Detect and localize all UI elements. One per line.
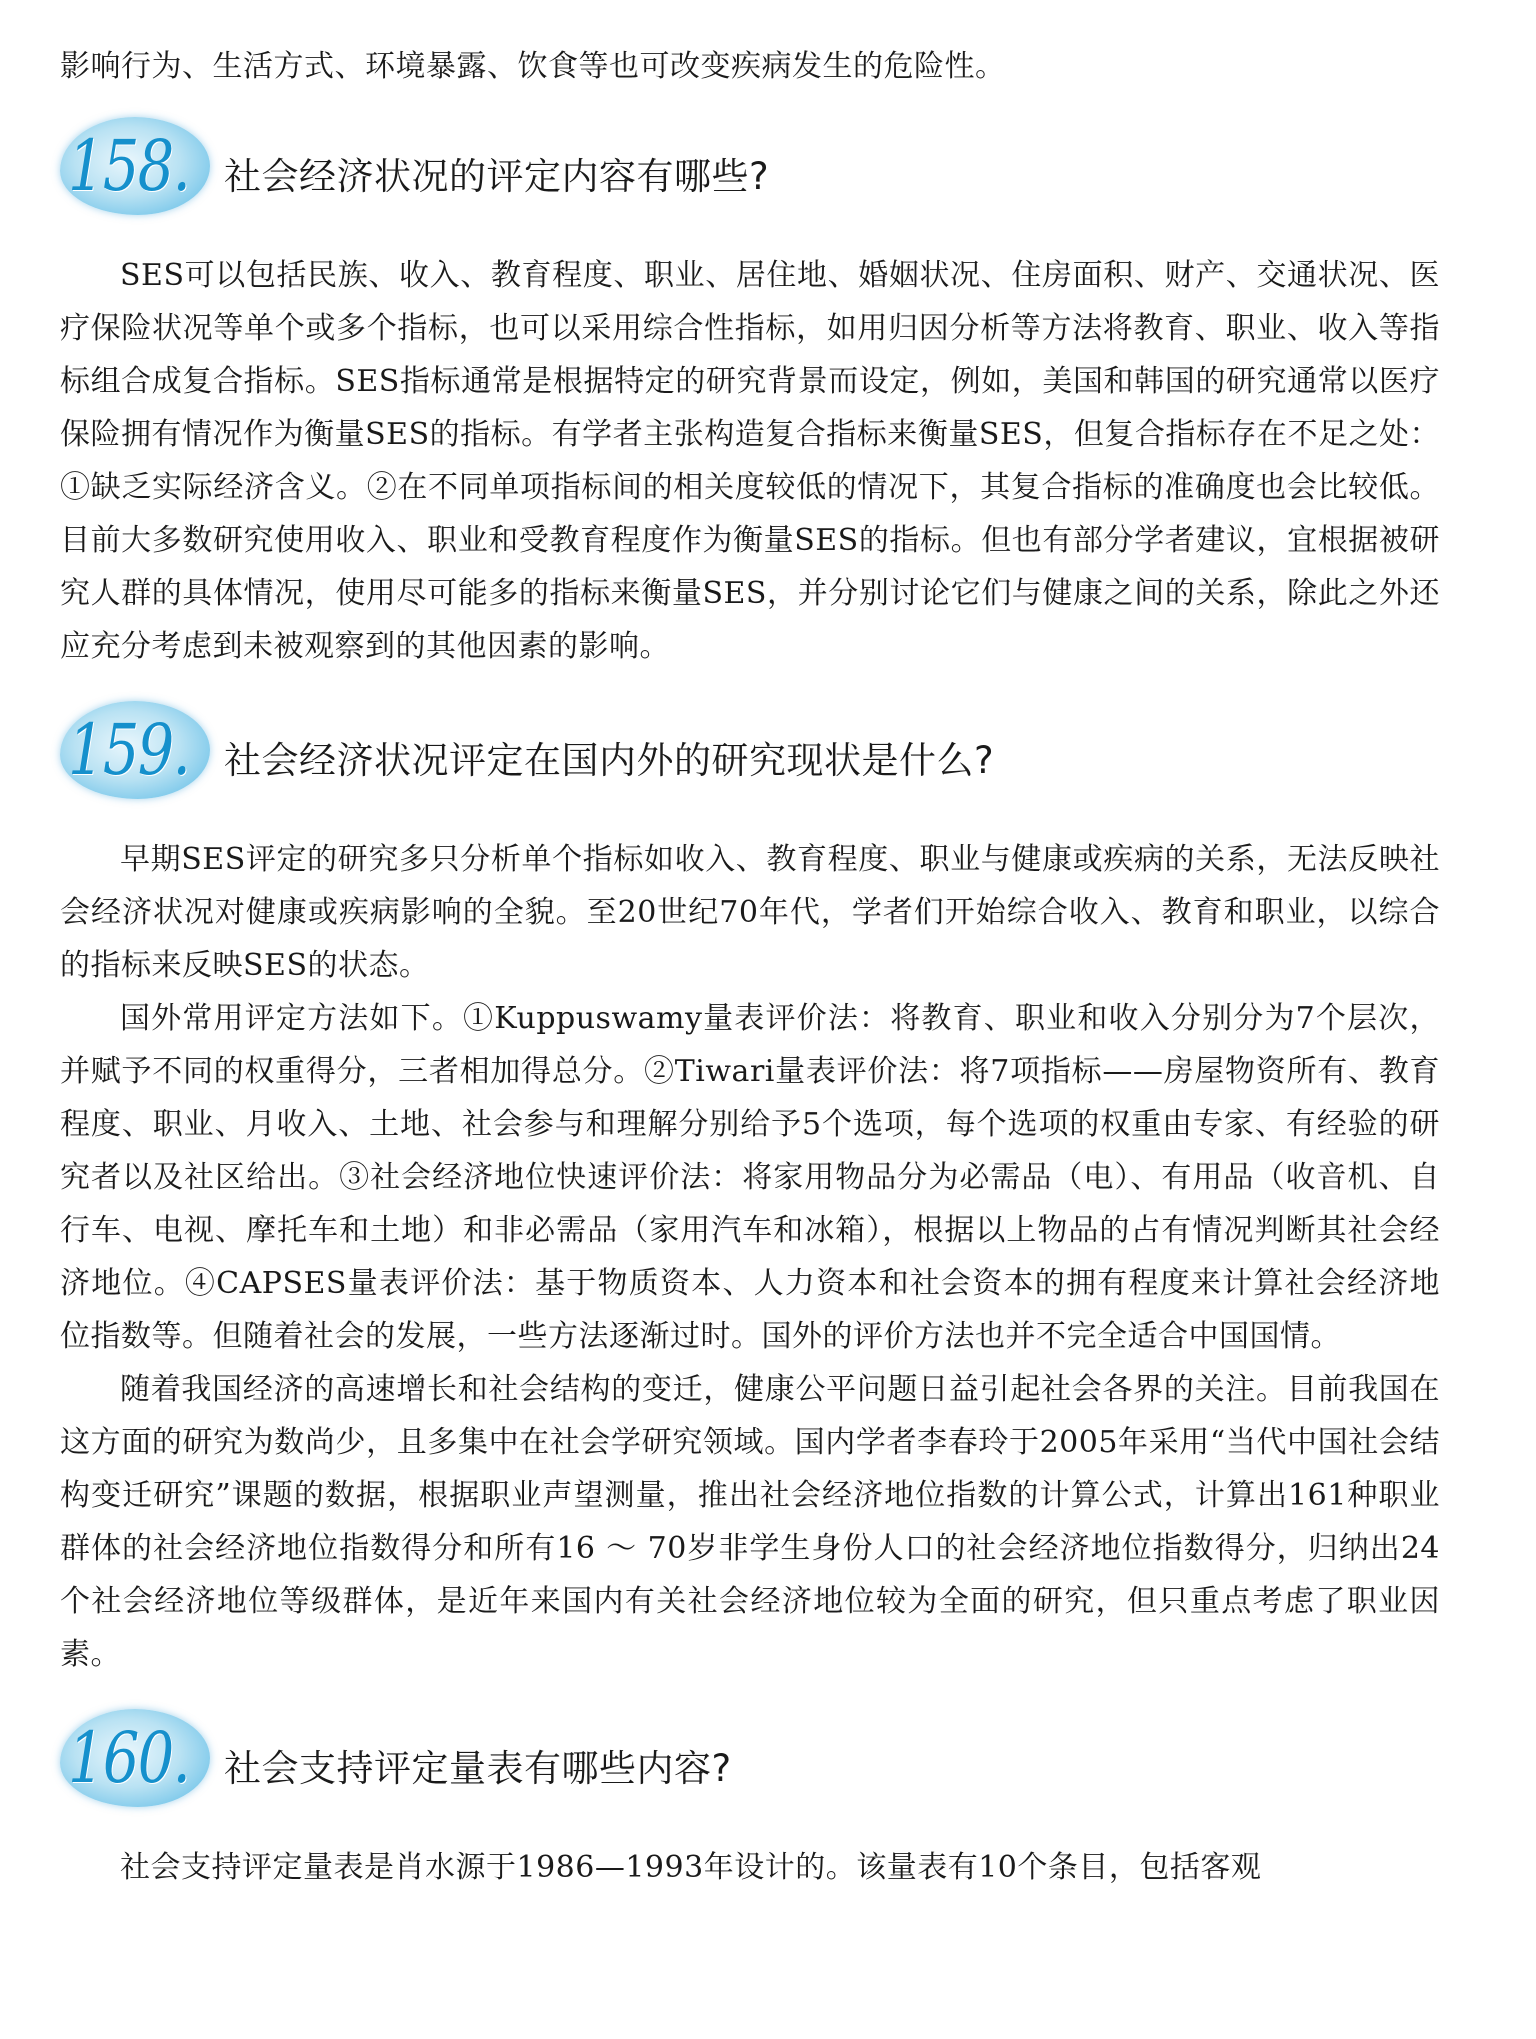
section-159-paragraph-1: 早期SES评定的研究多只分析单个指标如收入、教育程度、职业与健康或疾病的关系，无法反映社会经济状况对健康或疾病影响的全貌。至20世纪70年代，学者们开始综合收入、教育和职业，以综合的指标来反映SES的状态。 xyxy=(60,842,1440,983)
question-heading-159 xyxy=(60,695,1440,805)
question-title: 社会经济状况评定在国内外的研究现状是什么? xyxy=(224,739,995,782)
intro-paragraph-tail: 影响行为、生活方式、环境暴露、饮食等也可改变疾病发生的危险性。 xyxy=(60,49,1006,84)
question-heading-160 xyxy=(60,1703,1440,1813)
section-160-paragraph-1: 社会支持评定量表是肖水源于1986—1993年设计的。该量表有10个条目，包括客观 xyxy=(120,1850,1262,1885)
page-content xyxy=(60,0,1440,1894)
question-number: 158. xyxy=(68,125,190,207)
question-number-badge xyxy=(60,695,210,805)
question-number-badge xyxy=(60,111,210,221)
question-number: 159. xyxy=(68,709,190,791)
question-number-badge xyxy=(60,1703,210,1813)
question-title: 社会经济状况的评定内容有哪些? xyxy=(224,155,770,198)
section-159-paragraph-2: 国外常用评定方法如下。①Kuppuswamy量表评价法：将教育、职业和收入分别分为7个层次，并赋予不同的权重得分，三者相加得总分。②Tiwari量表评价法：将7项指标——房屋物资所有、教育程度、职业、月收入、土地、社会参与和理解分别给予5个选项，每个选项的权重由专家、有经验的研究者以及社区给出。③社会经济地位快速评价法：将家用物品分为必需品（电）、有用品（收音机、自行车、电视、摩托车和土地）和非必需品（家用汽车和冰箱），根据以上物品的占有情况判断其社会经济地位。④CAPSES量表评价法：基于物质资本、人力资本和社会资本的拥有程度来计算社会经济地位指数等。但随着社会的发展，一些方法逐渐过时。国外的评价方法也并不完全适合中国国情。 xyxy=(60,1001,1440,1354)
section-159-paragraph-3: 随着我国经济的高速增长和社会结构的变迁，健康公平问题日益引起社会各界的关注。目前我国在这方面的研究为数尚少，且多集中在社会学研究领域。国内学者李春玲于2005年采用“当代中国社会结构变迁研究”课题的数据，根据职业声望测量，推出社会经济地位指数的计算公式，计算出161种职业群体的社会经济地位指数得分和所有16 ～ 70岁非学生身份人口的社会经济地位指数得分，归纳出24个社会经济地位等级群体，是近年来国内有关社会经济地位较为全面的研究，但只重点考虑了职业因素。 xyxy=(60,1372,1440,1672)
section-158-paragraph-1: SES可以包括民族、收入、教育程度、职业、居住地、婚姻状况、住房面积、财产、交通状况、医疗保险状况等单个或多个指标，也可以采用综合性指标，如用归因分析等方法将教育、职业、收入等指标组合成复合指标。SES指标通常是根据特定的研究背景而设定，例如，美国和韩国的研究通常以医疗保险拥有情况作为衡量SES的指标。有学者主张构造复合指标来衡量SES，但复合指标存在不足之处：①缺乏实际经济含义。②在不同单项指标间的相关度较低的情况下，其复合指标的准确度也会比较低。目前大多数研究使用收入、职业和受教育程度作为衡量SES的指标。但也有部分学者建议，宜根据被研究人群的具体情况，使用尽可能多的指标来衡量SES，并分别讨论它们与健康之间的关系，除此之外还应充分考虑到未被观察到的其他因素的影响。 xyxy=(60,258,1440,664)
question-title: 社会支持评定量表有哪些内容? xyxy=(224,1747,732,1790)
question-number: 160. xyxy=(68,1717,190,1799)
question-heading-158 xyxy=(60,111,1440,221)
